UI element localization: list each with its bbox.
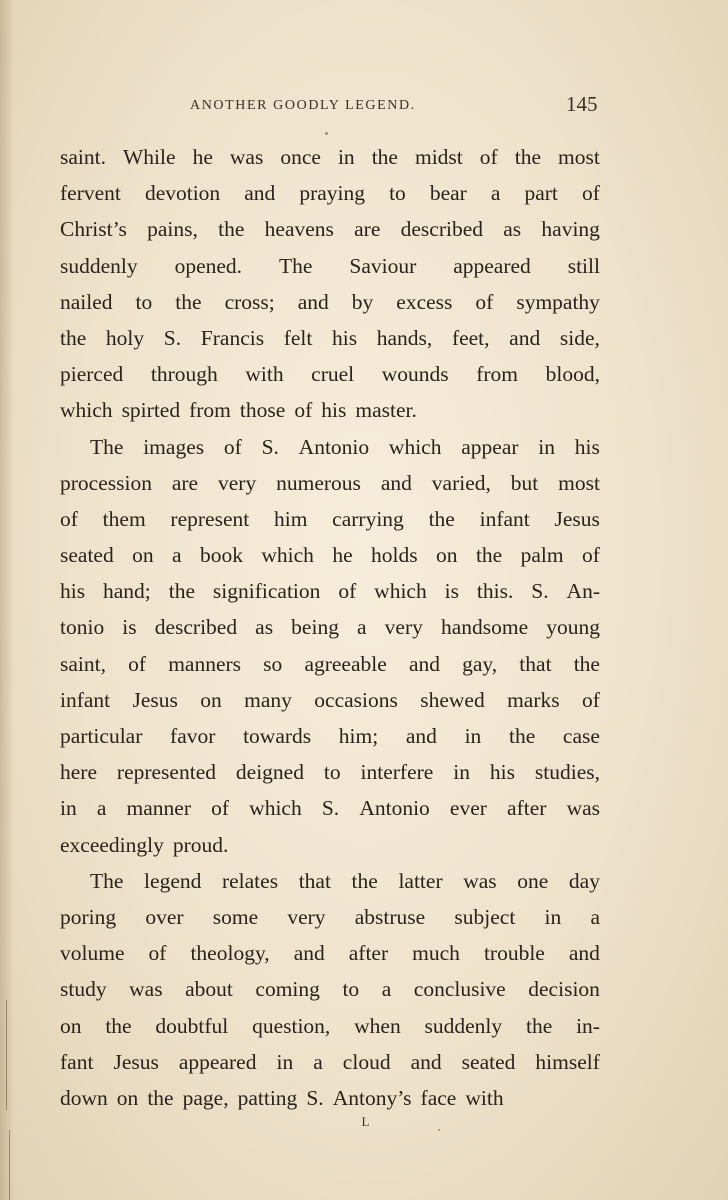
text-line: Christ’s pains, the heavens are described as having: [60, 217, 600, 242]
paragraph: [60, 863, 600, 1116]
text-line: of them represent him carrying the infant Jesus: [60, 506, 600, 531]
signature-mark: L: [361, 1114, 371, 1129]
paragraph: [60, 429, 600, 863]
text-line: in a manner of which S. Antonio ever after was: [60, 796, 600, 821]
page-edge-shadow: [0, 0, 14, 1200]
body-text: [60, 139, 600, 1116]
paragraph: [60, 139, 600, 429]
text-line: The legend relates that the latter was one day: [90, 868, 600, 893]
page-number: 145: [566, 92, 598, 116]
text-line: down on the page, patting S. Antony’s face with: [60, 1085, 504, 1110]
binding-line: [9, 1130, 10, 1200]
text-line: his hand; the signification of which is this. S. An-: [60, 579, 600, 604]
running-head: [0, 92, 728, 122]
text-line: saint, of manners so agreeable and gay, that the: [60, 651, 600, 676]
text-line: The images of S. Antonio which appear in his: [90, 434, 600, 459]
binding-line: [6, 1000, 7, 1110]
text-line: fervent devotion and praying to bear a part of: [60, 181, 600, 206]
text-line: pierced through with cruel wounds from blood,: [60, 362, 600, 387]
text-line: particular favor towards him; and in the case: [60, 724, 600, 748]
text-line: tonio is described as being a very handsome young: [60, 615, 600, 640]
running-title: ANOTHER GOODLY LEGEND.: [190, 98, 416, 113]
text-line: poring over some very abstruse subject in a: [60, 904, 600, 929]
text-line: the holy S. Francis felt his hands, feet, and side,: [60, 325, 600, 350]
text-line: suddenly opened. The Saviour appeared still: [60, 253, 600, 278]
text-line: here represented deigned to interfere in his studies,: [60, 760, 600, 785]
text-line: nailed to the cross; and by excess of sympathy: [60, 289, 600, 314]
text-line: saint. While he was once in the midst of the most: [60, 145, 600, 169]
text-line: study was about coming to a conclusive decision: [60, 977, 600, 1002]
text-line: fant Jesus appeared in a cloud and seated himself: [60, 1049, 600, 1074]
text-line: volume of theology, and after much trouble and: [60, 941, 600, 966]
text-line: which spirted from those of his master.: [60, 398, 417, 423]
text-line: exceedingly proud.: [60, 832, 229, 857]
paper-speck: [325, 132, 328, 135]
text-line: seated on a book which he holds on the palm of: [60, 543, 600, 568]
text-line: infant Jesus on many occasions shewed marks of: [60, 687, 600, 712]
text-line: on the doubtful question, when suddenly the in-: [60, 1013, 600, 1038]
text-line: procession are very numerous and varied, but most: [60, 470, 600, 495]
